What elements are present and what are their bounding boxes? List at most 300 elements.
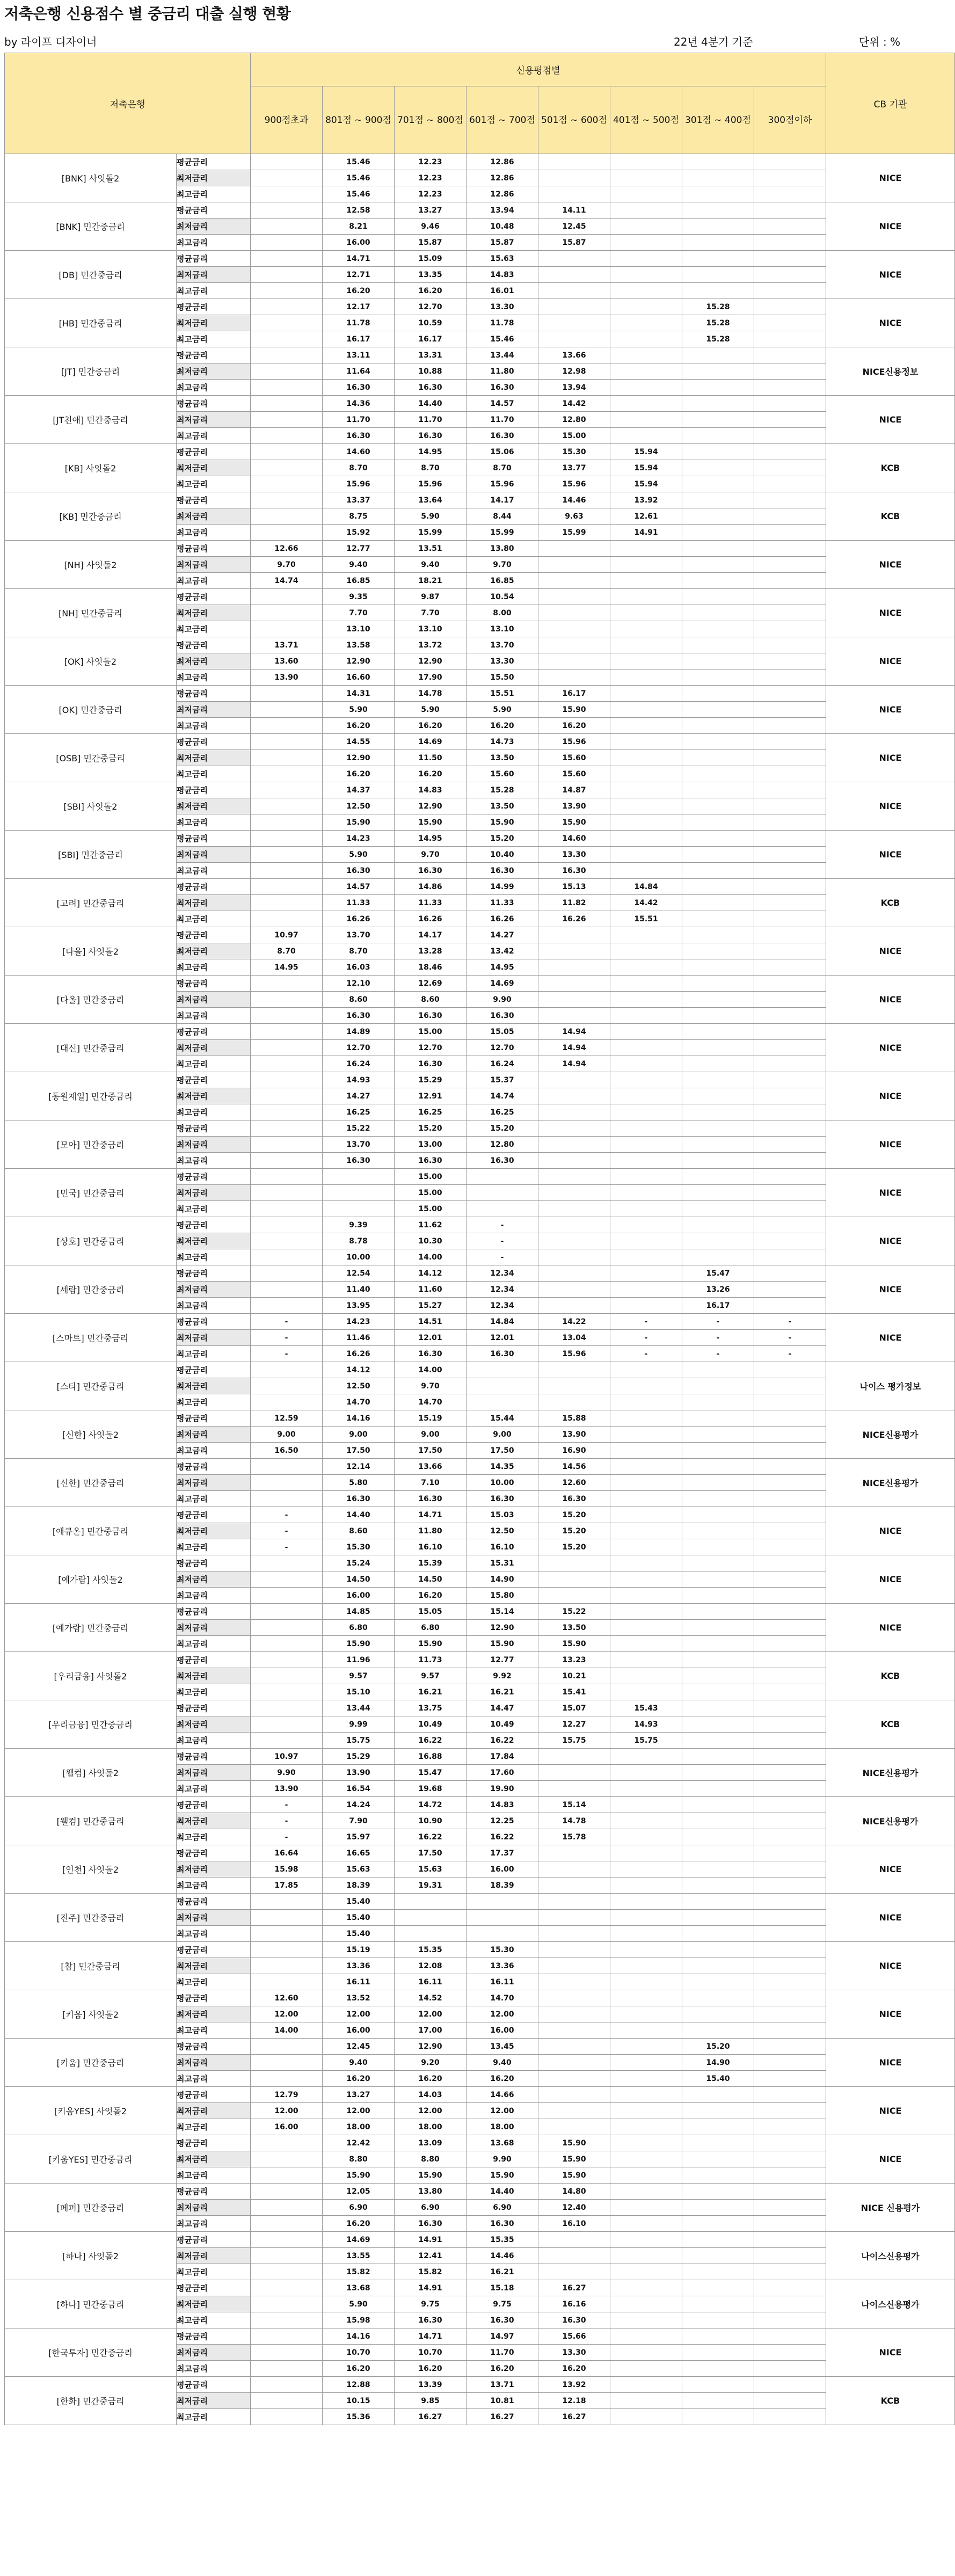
rate-value-cell: 14.60 xyxy=(323,444,395,460)
rate-value-cell: 16.20 xyxy=(395,2071,466,2087)
rate-value-cell xyxy=(251,1652,323,1668)
rate-value-cell xyxy=(251,734,323,750)
rate-value-cell: 14.93 xyxy=(610,1716,682,1733)
rate-value-cell: 14.90 xyxy=(466,1571,538,1588)
rate-type-cell: 최저금리 xyxy=(177,460,251,476)
rate-value-cell xyxy=(754,847,826,863)
rate-value-cell: 16.30 xyxy=(323,428,395,444)
rate-value-cell xyxy=(251,267,323,283)
rate-value-cell: 15.03 xyxy=(466,1507,538,1523)
rate-value-cell xyxy=(610,605,682,621)
rate-value-cell xyxy=(610,750,682,766)
rate-value-cell: 14.55 xyxy=(323,734,395,750)
rate-value-cell xyxy=(682,1845,754,1861)
table-row xyxy=(5,154,955,170)
table-row xyxy=(5,1459,955,1475)
rate-type-cell: 최고금리 xyxy=(177,1829,251,1845)
rate-value-cell xyxy=(754,2393,826,2409)
rate-value-cell: 12.90 xyxy=(395,653,466,670)
rate-value-cell xyxy=(754,1233,826,1249)
rate-value-cell xyxy=(682,863,754,879)
rate-value-cell xyxy=(610,2039,682,2055)
rate-value-cell xyxy=(682,2248,754,2264)
rate-value-cell xyxy=(754,1185,826,1201)
rate-value-cell xyxy=(538,1249,610,1265)
rate-value-cell: 16.20 xyxy=(395,718,466,734)
rate-type-cell: 최저금리 xyxy=(177,1040,251,1056)
bank-column-header: 저축은행 xyxy=(5,53,251,154)
rate-value-cell xyxy=(610,315,682,331)
rate-value-cell xyxy=(610,1990,682,2006)
rate-value-cell xyxy=(610,283,682,299)
rate-table xyxy=(4,53,955,2425)
rate-value-cell: 9.92 xyxy=(466,1668,538,1684)
rate-value-cell: 12.50 xyxy=(323,798,395,814)
rate-value-cell xyxy=(538,1990,610,2006)
rate-value-cell: 12.00 xyxy=(251,2006,323,2022)
cb-agency-cell: NICE 신용평가 xyxy=(826,2184,955,2232)
rate-value-cell: 12.41 xyxy=(395,2248,466,2264)
rate-value-cell: 14.56 xyxy=(538,1459,610,1475)
rate-type-cell: 최고금리 xyxy=(177,428,251,444)
rate-value-cell: 15.87 xyxy=(466,235,538,251)
rate-value-cell: 16.20 xyxy=(395,2361,466,2377)
rate-value-cell xyxy=(251,1282,323,1298)
rate-type-cell: 최고금리 xyxy=(177,2071,251,2087)
rate-value-cell: 16.30 xyxy=(466,863,538,879)
table-row xyxy=(5,734,955,750)
rate-value-cell: 16.20 xyxy=(466,2361,538,2377)
table-row xyxy=(5,927,955,943)
rate-value-cell xyxy=(754,2184,826,2200)
rate-value-cell xyxy=(466,1201,538,1217)
cb-agency-cell: KCB xyxy=(826,2377,955,2425)
rate-value-cell xyxy=(610,2264,682,2280)
rate-value-cell: 15.63 xyxy=(466,251,538,267)
rate-value-cell xyxy=(610,1958,682,1974)
rate-type-cell: 최고금리 xyxy=(177,2022,251,2039)
rate-value-cell: 16.00 xyxy=(323,1588,395,1604)
rate-value-cell xyxy=(538,621,610,637)
rate-value-cell xyxy=(538,1185,610,1201)
rate-value-cell xyxy=(538,251,610,267)
bank-name-cell: [KB] 사잇돌2 xyxy=(5,444,177,492)
rate-value-cell xyxy=(251,1137,323,1153)
rate-value-cell xyxy=(754,2103,826,2119)
rate-value-cell xyxy=(251,1153,323,1169)
rate-type-cell: 평균금리 xyxy=(177,347,251,363)
rate-value-cell: 15.90 xyxy=(395,1636,466,1652)
rate-value-cell: 15.97 xyxy=(323,1829,395,1845)
rate-value-cell xyxy=(682,798,754,814)
rate-value-cell xyxy=(754,2200,826,2216)
rate-value-cell: 16.22 xyxy=(466,1829,538,1845)
bank-name-cell: [BNK] 사잇돌2 xyxy=(5,154,177,202)
rate-value-cell xyxy=(754,2328,826,2345)
rate-value-cell xyxy=(251,1716,323,1733)
rate-value-cell xyxy=(682,1217,754,1233)
rate-value-cell xyxy=(538,299,610,315)
rate-value-cell xyxy=(682,1427,754,1443)
rate-value-cell xyxy=(538,315,610,331)
cb-agency-cell: NICE xyxy=(826,251,955,299)
rate-type-cell: 최저금리 xyxy=(177,1378,251,1394)
rate-value-cell: 16.20 xyxy=(323,283,395,299)
rate-type-cell: 최고금리 xyxy=(177,621,251,637)
rate-value-cell: 16.17 xyxy=(538,686,610,702)
rate-value-cell: 13.36 xyxy=(466,1958,538,1974)
rate-value-cell xyxy=(610,2328,682,2345)
rate-value-cell: 11.33 xyxy=(323,895,395,911)
rate-value-cell xyxy=(754,1410,826,1427)
rate-value-cell: 15.05 xyxy=(395,1604,466,1620)
table-row xyxy=(5,1217,955,1233)
rate-value-cell: 15.40 xyxy=(323,1910,395,1926)
rate-value-cell xyxy=(610,1652,682,1668)
rate-value-cell xyxy=(682,1668,754,1684)
score-group-header: 신용평점별 xyxy=(251,53,826,86)
rate-value-cell xyxy=(754,911,826,927)
rate-value-cell xyxy=(754,637,826,653)
rate-value-cell xyxy=(610,2103,682,2119)
rate-value-cell xyxy=(754,1137,826,1153)
rate-value-cell: - xyxy=(682,1346,754,1362)
rate-value-cell: 10.00 xyxy=(323,1249,395,1265)
rate-value-cell: 16.27 xyxy=(538,2409,610,2425)
rate-value-cell: 16.85 xyxy=(323,573,395,589)
rate-value-cell xyxy=(682,1056,754,1072)
rate-value-cell xyxy=(754,1008,826,1024)
rate-type-cell: 최저금리 xyxy=(177,1282,251,1298)
rate-value-cell xyxy=(754,1056,826,1072)
rate-type-cell: 최저금리 xyxy=(177,1137,251,1153)
rate-value-cell xyxy=(610,186,682,202)
score-band-header: 501점 ~ 600점 xyxy=(538,86,610,154)
rate-value-cell xyxy=(251,718,323,734)
rate-value-cell xyxy=(251,444,323,460)
bank-name-cell: [KB] 민간중금리 xyxy=(5,492,177,541)
rate-value-cell xyxy=(682,1636,754,1652)
rate-value-cell xyxy=(610,702,682,718)
table-row xyxy=(5,1169,955,1185)
rate-value-cell: 13.60 xyxy=(251,653,323,670)
rate-value-cell: - xyxy=(251,1523,323,1539)
rate-value-cell: 16.26 xyxy=(466,911,538,927)
rate-type-cell: 최고금리 xyxy=(177,2264,251,2280)
rate-value-cell: 14.84 xyxy=(610,879,682,895)
rate-value-cell: 11.60 xyxy=(395,1282,466,1298)
rate-value-cell xyxy=(251,992,323,1008)
rate-value-cell: 13.90 xyxy=(251,1781,323,1797)
rate-value-cell xyxy=(251,2296,323,2312)
rate-value-cell: 6.90 xyxy=(323,2200,395,2216)
rate-value-cell: 16.20 xyxy=(466,2071,538,2087)
rate-value-cell xyxy=(251,831,323,847)
rate-value-cell: 16.30 xyxy=(395,380,466,396)
rate-value-cell: 14.74 xyxy=(466,1088,538,1104)
table-row xyxy=(5,251,955,267)
rate-value-cell xyxy=(610,2087,682,2103)
rate-value-cell xyxy=(754,734,826,750)
rate-type-cell: 평균금리 xyxy=(177,492,251,508)
rate-value-cell: 16.20 xyxy=(395,283,466,299)
rate-value-cell: 17.50 xyxy=(395,1845,466,1861)
bank-name-cell: [웰컴] 민간중금리 xyxy=(5,1797,177,1845)
rate-value-cell: 13.66 xyxy=(538,347,610,363)
rate-value-cell xyxy=(754,621,826,637)
rate-value-cell: 17.37 xyxy=(466,1845,538,1861)
rate-type-cell: 최고금리 xyxy=(177,1104,251,1120)
rate-value-cell xyxy=(610,1185,682,1201)
rate-value-cell: 14.91 xyxy=(395,2232,466,2248)
cb-agency-cell: NICE xyxy=(826,2087,955,2135)
rate-value-cell: 13.92 xyxy=(610,492,682,508)
rate-value-cell xyxy=(610,1120,682,1137)
rate-value-cell: 11.78 xyxy=(466,315,538,331)
rate-type-cell: 평균금리 xyxy=(177,1072,251,1088)
rate-value-cell xyxy=(538,2087,610,2103)
rate-value-cell xyxy=(251,686,323,702)
bank-name-cell: [진주] 민간중금리 xyxy=(5,1894,177,1942)
rate-value-cell: 16.30 xyxy=(395,2312,466,2328)
rate-value-cell xyxy=(466,1894,538,1910)
rate-value-cell: 13.27 xyxy=(395,202,466,219)
rate-value-cell: 13.80 xyxy=(395,2184,466,2200)
rate-value-cell xyxy=(251,2184,323,2200)
rate-type-cell: 최고금리 xyxy=(177,380,251,396)
rate-type-cell: 평균금리 xyxy=(177,2377,251,2393)
rate-value-cell: 14.16 xyxy=(323,2328,395,2345)
rate-value-cell xyxy=(754,1942,826,1958)
rate-value-cell xyxy=(251,2393,323,2409)
bank-name-cell: [민국] 민간중금리 xyxy=(5,1169,177,1217)
rate-value-cell: 8.78 xyxy=(323,1233,395,1249)
rate-value-cell: 12.40 xyxy=(538,2200,610,2216)
cb-agency-cell: NICE신용평가 xyxy=(826,1410,955,1459)
rate-value-cell xyxy=(610,1024,682,1040)
rate-value-cell xyxy=(682,959,754,976)
rate-type-cell: 평균금리 xyxy=(177,1362,251,1378)
rate-value-cell: 12.79 xyxy=(251,2087,323,2103)
rate-value-cell: 14.12 xyxy=(323,1362,395,1378)
rate-value-cell: 8.60 xyxy=(323,1523,395,1539)
table-row xyxy=(5,2328,955,2345)
rate-value-cell: 6.80 xyxy=(395,1620,466,1636)
rate-value-cell: 12.60 xyxy=(538,1475,610,1491)
rate-type-cell: 최고금리 xyxy=(177,1249,251,1265)
rate-value-cell: 12.70 xyxy=(395,299,466,315)
rate-value-cell: 11.46 xyxy=(323,1330,395,1346)
bank-name-cell: [페퍼] 민간중금리 xyxy=(5,2184,177,2232)
rate-value-cell xyxy=(754,2312,826,2328)
rate-value-cell xyxy=(251,1040,323,1056)
rate-value-cell: 15.96 xyxy=(538,476,610,492)
rate-value-cell xyxy=(251,702,323,718)
rate-value-cell xyxy=(538,589,610,605)
rate-value-cell xyxy=(682,186,754,202)
rate-value-cell: 13.44 xyxy=(466,347,538,363)
rate-value-cell xyxy=(251,2135,323,2151)
rate-value-cell xyxy=(251,380,323,396)
rate-type-cell: 최저금리 xyxy=(177,1523,251,1539)
rate-value-cell: 13.52 xyxy=(323,1990,395,2006)
rate-value-cell: 15.47 xyxy=(395,1765,466,1781)
rate-value-cell xyxy=(610,1217,682,1233)
rate-value-cell xyxy=(251,1185,323,1201)
rate-value-cell: 9.87 xyxy=(395,589,466,605)
rate-value-cell: 7.90 xyxy=(323,1813,395,1829)
cb-agency-cell: NICE xyxy=(826,734,955,782)
rate-value-cell xyxy=(610,2119,682,2135)
rate-value-cell xyxy=(682,396,754,412)
table-row xyxy=(5,831,955,847)
rate-value-cell xyxy=(610,831,682,847)
rate-value-cell: 16.20 xyxy=(395,766,466,782)
rate-value-cell xyxy=(682,1040,754,1056)
rate-value-cell xyxy=(754,1282,826,1298)
rate-value-cell: 13.23 xyxy=(538,1652,610,1668)
rate-value-cell xyxy=(610,2151,682,2167)
rate-type-cell: 최고금리 xyxy=(177,1443,251,1459)
rate-value-cell: 10.81 xyxy=(466,2393,538,2409)
rate-value-cell xyxy=(251,621,323,637)
rate-value-cell: 15.19 xyxy=(323,1942,395,1958)
rate-value-cell xyxy=(538,1861,610,1878)
rate-type-cell: 최고금리 xyxy=(177,718,251,734)
rate-value-cell: 12.23 xyxy=(395,186,466,202)
rate-value-cell: 16.11 xyxy=(323,1974,395,1990)
rate-value-cell: 15.30 xyxy=(538,444,610,460)
rate-value-cell xyxy=(538,1008,610,1024)
rate-value-cell: 16.27 xyxy=(538,2280,610,2296)
rate-value-cell xyxy=(682,2361,754,2377)
bank-name-cell: [키움] 민간중금리 xyxy=(5,2039,177,2087)
bank-name-cell: [키움] 사잇돌2 xyxy=(5,1990,177,2039)
rate-type-cell: 평균금리 xyxy=(177,1604,251,1620)
rate-value-cell: 16.65 xyxy=(323,1845,395,1861)
rate-value-cell xyxy=(682,1120,754,1137)
rate-value-cell xyxy=(251,396,323,412)
bank-name-cell: [우리금융] 사잇돌2 xyxy=(5,1652,177,1700)
rate-value-cell: - xyxy=(251,1829,323,1845)
rate-value-cell: 8.80 xyxy=(395,2151,466,2167)
rate-value-cell: 16.01 xyxy=(466,283,538,299)
rate-value-cell: 14.12 xyxy=(395,1265,466,1282)
rate-value-cell xyxy=(682,2232,754,2248)
rate-value-cell: 15.46 xyxy=(323,186,395,202)
rate-value-cell xyxy=(610,1942,682,1958)
rate-value-cell xyxy=(754,1555,826,1571)
rate-value-cell xyxy=(682,605,754,621)
rate-value-cell xyxy=(682,1620,754,1636)
rate-value-cell xyxy=(538,557,610,573)
rate-value-cell xyxy=(754,2248,826,2264)
rate-type-cell: 평균금리 xyxy=(177,927,251,943)
rate-value-cell: 13.50 xyxy=(466,750,538,766)
rate-value-cell xyxy=(251,2361,323,2377)
cb-agency-cell: NICE xyxy=(826,1555,955,1604)
rate-value-cell xyxy=(251,2200,323,2216)
rate-value-cell: 14.86 xyxy=(395,879,466,895)
rate-value-cell: 16.24 xyxy=(466,1056,538,1072)
rate-value-cell: 12.00 xyxy=(395,2103,466,2119)
rate-type-cell: 평균금리 xyxy=(177,637,251,653)
rate-value-cell xyxy=(610,1749,682,1765)
rate-value-cell: 13.71 xyxy=(466,2377,538,2393)
rate-value-cell: 14.69 xyxy=(466,976,538,992)
rate-value-cell xyxy=(682,1926,754,1942)
rate-value-cell xyxy=(610,2248,682,2264)
cb-agency-cell: NICE xyxy=(826,686,955,734)
rate-value-cell xyxy=(682,1974,754,1990)
rate-value-cell: 13.36 xyxy=(323,1958,395,1974)
rate-type-cell: 평균금리 xyxy=(177,1265,251,1282)
rate-value-cell xyxy=(466,1394,538,1410)
rate-value-cell xyxy=(754,573,826,589)
rate-value-cell: 15.00 xyxy=(538,428,610,444)
rate-value-cell xyxy=(251,1926,323,1942)
rate-value-cell xyxy=(251,847,323,863)
rate-value-cell: 15.41 xyxy=(538,1684,610,1700)
rate-value-cell xyxy=(754,782,826,798)
rate-value-cell: 13.90 xyxy=(323,1765,395,1781)
rate-value-cell: 15.90 xyxy=(323,814,395,831)
rate-value-cell xyxy=(682,573,754,589)
cb-agency-cell: KCB xyxy=(826,1700,955,1749)
table-row xyxy=(5,541,955,557)
rate-value-cell: 15.75 xyxy=(538,1733,610,1749)
rate-value-cell: 14.27 xyxy=(323,1088,395,1104)
rate-value-cell: 14.46 xyxy=(538,492,610,508)
rate-value-cell xyxy=(754,1378,826,1394)
rate-value-cell: 15.28 xyxy=(682,299,754,315)
rate-value-cell xyxy=(610,2345,682,2361)
table-row xyxy=(5,589,955,605)
rate-value-cell: 11.40 xyxy=(323,1282,395,1298)
bank-name-cell: [OK] 사잇돌2 xyxy=(5,637,177,686)
rate-value-cell xyxy=(610,1845,682,1861)
rate-value-cell: 9.46 xyxy=(395,219,466,235)
table-row xyxy=(5,2039,955,2055)
rate-value-cell: 14.95 xyxy=(466,959,538,976)
rate-value-cell xyxy=(754,1040,826,1056)
rate-value-cell xyxy=(610,1797,682,1813)
rate-value-cell: 14.23 xyxy=(323,1314,395,1330)
rate-value-cell: 16.21 xyxy=(466,1684,538,1700)
rate-value-cell: 15.50 xyxy=(466,670,538,686)
rate-value-cell: 13.04 xyxy=(538,1330,610,1346)
rate-value-cell: 16.20 xyxy=(323,718,395,734)
rate-value-cell: 15.90 xyxy=(323,1636,395,1652)
rate-value-cell: 14.47 xyxy=(466,1700,538,1716)
rate-value-cell: 8.21 xyxy=(323,219,395,235)
rate-type-cell: 평균금리 xyxy=(177,734,251,750)
rate-value-cell: 17.90 xyxy=(395,670,466,686)
rate-value-cell xyxy=(610,1636,682,1652)
rate-value-cell xyxy=(610,347,682,363)
rate-value-cell: 16.30 xyxy=(538,2312,610,2328)
rate-value-cell xyxy=(610,2167,682,2184)
rate-value-cell: 15.28 xyxy=(682,331,754,347)
rate-value-cell xyxy=(682,1861,754,1878)
rate-value-cell: 17.00 xyxy=(395,2022,466,2039)
rate-value-cell: 12.66 xyxy=(251,541,323,557)
rate-value-cell: 13.70 xyxy=(323,927,395,943)
rate-value-cell: 15.90 xyxy=(538,2135,610,2151)
rate-value-cell xyxy=(682,476,754,492)
table-row xyxy=(5,1797,955,1813)
rate-value-cell: 12.45 xyxy=(538,219,610,235)
